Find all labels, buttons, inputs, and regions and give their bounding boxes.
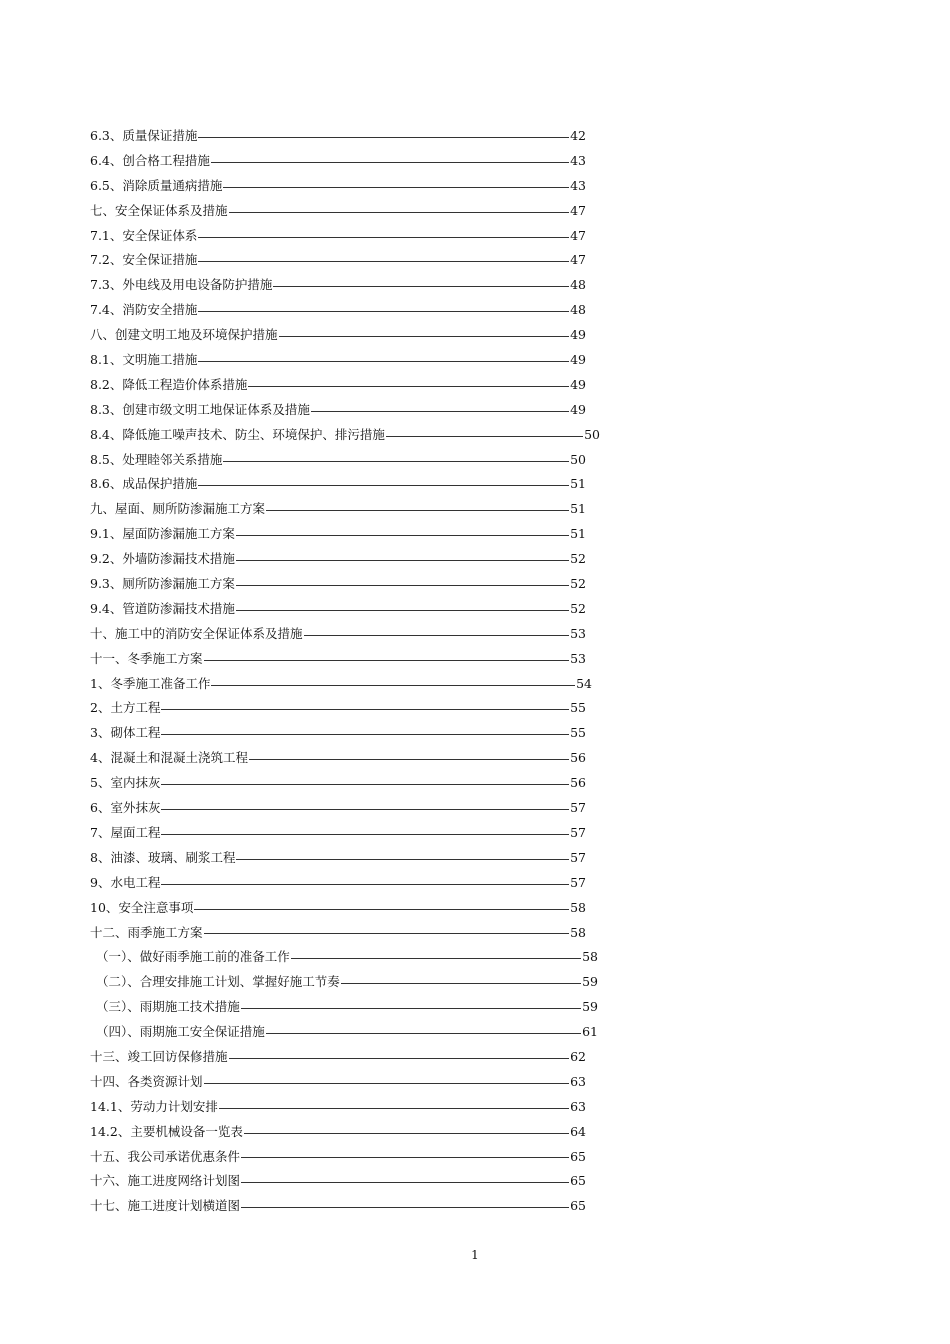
toc-entry[interactable]: [90, 1095, 586, 1120]
toc-entry-page: 55: [570, 700, 586, 716]
toc-leader: [161, 884, 569, 885]
toc-entry-title: （二）、合理安排施工计划、掌握好施工节奏: [96, 974, 340, 990]
toc-entry[interactable]: [90, 1020, 598, 1045]
toc-leader: [198, 261, 569, 262]
toc-leader: [211, 162, 569, 163]
toc-entry-title: 7、屋面工程: [90, 824, 161, 840]
toc-leader: [241, 1207, 569, 1208]
toc-leader: [311, 411, 569, 412]
toc-entry-page: 47: [570, 227, 586, 243]
toc-entry-page: 53: [570, 650, 586, 666]
toc-entry-title: 7.2、安全保证措施: [90, 252, 198, 268]
toc-entry-title: 八、创建文明工地及环境保护措施: [90, 327, 278, 343]
toc-leader: [219, 1108, 569, 1109]
toc-entry-page: 54: [576, 675, 592, 691]
toc-entry[interactable]: [90, 323, 586, 348]
toc-leader: [211, 685, 575, 686]
toc-entry-page: 51: [570, 526, 586, 542]
toc-entry-title: 9、水电工程: [90, 874, 161, 890]
toc-entry-page: 42: [570, 128, 586, 143]
toc-entry-title: 3、砌体工程: [90, 725, 161, 741]
toc-entry-page: 58: [570, 899, 586, 915]
toc-leader: [198, 361, 569, 362]
toc-entry-title: 七、安全保证体系及措施: [90, 202, 228, 218]
toc-entry-page: 61: [582, 1024, 598, 1040]
toc-entry-title: 十七、施工进度计划横道图: [90, 1198, 241, 1214]
toc-leader: [304, 635, 570, 636]
toc-entry-page: 43: [570, 152, 586, 168]
toc-entry-page: 52: [570, 551, 586, 567]
toc-entry-title: 8、油漆、玻璃、刷浆工程: [90, 849, 236, 865]
toc-entry-page: 56: [570, 775, 586, 791]
toc-leader: [161, 834, 569, 835]
toc-leader: [273, 286, 569, 287]
toc-leader: [204, 1083, 570, 1084]
toc-leader: [279, 336, 570, 337]
toc-entry-title: （三）、雨期施工技术措施: [96, 999, 240, 1015]
toc-entry-title: 1、冬季施工准备工作: [90, 675, 211, 691]
toc-entry[interactable]: [90, 572, 586, 597]
toc-entry-title: 8.6、成品保护措施: [90, 476, 198, 492]
toc-entry[interactable]: [90, 373, 586, 398]
toc-entry[interactable]: [90, 124, 586, 149]
toc-entry-title: 6.5、消除质量通病措施: [90, 177, 223, 193]
toc-entry[interactable]: [90, 821, 586, 846]
toc-entry-page: 57: [570, 800, 586, 816]
toc-leader: [204, 660, 570, 661]
toc-entry[interactable]: [90, 721, 586, 746]
toc-entry-title: 十三、竣工回访保修措施: [90, 1048, 228, 1064]
toc-entry[interactable]: [90, 871, 586, 896]
toc-entry-title: 9.2、外墙防渗漏技术措施: [90, 551, 235, 567]
toc-entry-page: 51: [570, 476, 586, 492]
toc-entry-title: 6、室外抹灰: [90, 800, 161, 816]
toc-entry-page: 65: [570, 1148, 586, 1164]
toc-entry-page: 47: [570, 202, 586, 218]
toc-entry[interactable]: [90, 921, 586, 946]
toc-leader: [194, 909, 569, 910]
toc-leader: [236, 585, 569, 586]
toc-entry-title: 十四、各类资源计划: [90, 1073, 203, 1089]
toc-entry[interactable]: [90, 846, 586, 871]
toc-entry-page: 59: [582, 974, 598, 990]
toc-entry-page: 51: [570, 501, 586, 517]
toc-leader: [241, 1182, 569, 1183]
toc-entry-page: 58: [570, 924, 586, 940]
toc-entry-page: 62: [570, 1048, 586, 1064]
toc-entry[interactable]: [90, 497, 586, 522]
toc-entry[interactable]: [90, 995, 598, 1020]
toc-entry-page: 57: [570, 824, 586, 840]
toc-entry-title: 十五、我公司承诺优惠条件: [90, 1148, 241, 1164]
toc-entry-page: 52: [570, 600, 586, 616]
toc-entry-page: 47: [570, 252, 586, 268]
toc-entry[interactable]: [90, 348, 586, 373]
toc-entry-title: 九、屋面、厕所防渗漏施工方案: [90, 501, 266, 517]
toc-entry-title: （四）、雨期施工安全保证措施: [96, 1024, 265, 1040]
toc-leader: [223, 187, 569, 188]
toc-entry-title: 9.1、屋面防渗漏施工方案: [90, 526, 235, 542]
toc-leader: [241, 1008, 581, 1009]
toc-entry-page: 52: [570, 576, 586, 592]
toc-entry-page: 59: [582, 999, 598, 1015]
toc-leader: [198, 311, 569, 312]
toc-entry[interactable]: [90, 149, 586, 174]
toc-leader: [161, 809, 569, 810]
toc-entry-title: 十一、冬季施工方案: [90, 650, 203, 666]
toc-leader: [249, 759, 569, 760]
toc-entry-page: 49: [570, 352, 586, 368]
toc-entry-title: 7.3、外电线及用电设备防护措施: [90, 277, 273, 293]
toc-entry[interactable]: [90, 622, 586, 647]
toc-entry[interactable]: [90, 970, 598, 995]
toc-entry[interactable]: [90, 199, 586, 224]
toc-entry-page: 58: [582, 949, 598, 965]
toc-leader: [244, 1133, 569, 1134]
toc-entry-title: 6.3、质量保证措施: [90, 128, 198, 143]
toc-leader: [341, 983, 581, 984]
toc-entry[interactable]: [90, 896, 586, 921]
toc-entry[interactable]: [90, 796, 586, 821]
toc-entry-title: 9.3、厕所防渗漏施工方案: [90, 576, 235, 592]
toc-entry-page: 49: [570, 401, 586, 417]
toc-entry-page: 63: [570, 1098, 586, 1114]
toc-entry[interactable]: [90, 1070, 586, 1095]
toc-entry-title: （一）、做好雨季施工前的准备工作: [96, 949, 290, 965]
toc-leader: [161, 784, 569, 785]
toc-entry-page: 65: [570, 1173, 586, 1189]
toc-entry[interactable]: [90, 423, 600, 448]
toc-leader: [198, 485, 569, 486]
toc-leader: [161, 734, 569, 735]
toc-leader: [241, 1157, 569, 1158]
toc-entry-page: 50: [570, 451, 586, 467]
toc-entry[interactable]: [90, 224, 586, 249]
toc-leader: [229, 1058, 570, 1059]
toc-entry[interactable]: [90, 398, 586, 423]
toc-entry-title: 14.2、主要机械设备一览表: [90, 1123, 243, 1139]
toc-entry-page: 56: [570, 750, 586, 766]
toc-entry[interactable]: [90, 522, 586, 547]
toc-leader: [223, 461, 569, 462]
toc-leader: [386, 436, 583, 437]
toc-entry[interactable]: [90, 472, 586, 497]
toc-leader: [248, 386, 569, 387]
toc-entry-page: 49: [570, 327, 586, 343]
toc-entry-title: 2、土方工程: [90, 700, 161, 716]
toc-entry-title: 10、安全注意事项: [90, 899, 194, 915]
toc-entry-title: 4、混凝土和混凝土浇筑工程: [90, 750, 248, 766]
toc-entry-title: 十六、施工进度网络计划图: [90, 1173, 241, 1189]
toc-entry-page: 65: [570, 1198, 586, 1214]
toc-leader: [266, 510, 569, 511]
page-number: 1: [471, 1248, 479, 1262]
toc-entry-title: 7.4、消防安全措施: [90, 302, 198, 318]
toc-entry-title: 6.4、创合格工程措施: [90, 152, 210, 168]
toc-leader: [198, 237, 569, 238]
toc-entry[interactable]: [90, 448, 586, 473]
toc-entry-title: 十、施工中的消防安全保证体系及措施: [90, 625, 303, 641]
toc-entry-page: 57: [570, 874, 586, 890]
toc-entry[interactable]: [90, 672, 592, 697]
toc-entry-title: 8.5、处理睦邻关系措施: [90, 451, 223, 467]
toc-entry[interactable]: [90, 647, 586, 672]
toc-leader: [236, 535, 569, 536]
toc-entry-title: 14.1、劳动力计划安排: [90, 1098, 218, 1114]
toc-entry[interactable]: [90, 1045, 586, 1070]
toc-entry[interactable]: [90, 945, 598, 970]
toc-leader: [161, 709, 569, 710]
toc-entry[interactable]: [90, 597, 586, 622]
toc-entry-title: 十二、雨季施工方案: [90, 924, 203, 940]
toc-entry[interactable]: [90, 771, 586, 796]
toc-entry[interactable]: [90, 547, 586, 572]
toc-entry-page: 63: [570, 1073, 586, 1089]
toc-entry-page: 43: [570, 177, 586, 193]
toc-entry-page: 64: [570, 1123, 586, 1139]
toc-entry[interactable]: [90, 1145, 586, 1170]
toc-entry[interactable]: [90, 298, 586, 323]
toc-entry-page: 57: [570, 849, 586, 865]
toc-leader: [236, 560, 569, 561]
toc-entry-title: 8.1、文明施工措施: [90, 352, 198, 368]
toc-entry[interactable]: [90, 1120, 586, 1145]
table-of-contents: [90, 124, 610, 1219]
toc-leader: [236, 610, 569, 611]
toc-entry-page: 53: [570, 625, 586, 641]
toc-entry[interactable]: [90, 248, 586, 273]
toc-leader: [236, 859, 569, 860]
toc-entry-title: 7.1、安全保证体系: [90, 227, 198, 243]
toc-entry-title: 8.2、降低工程造价体系措施: [90, 376, 248, 392]
toc-leader: [204, 933, 570, 934]
toc-entry[interactable]: [90, 696, 586, 721]
toc-entry-page: 50: [584, 426, 600, 442]
toc-entry[interactable]: [90, 1169, 586, 1194]
toc-entry[interactable]: [90, 273, 586, 298]
toc-leader: [229, 212, 570, 213]
toc-leader: [266, 1033, 581, 1034]
toc-entry[interactable]: [90, 174, 586, 199]
toc-entry[interactable]: [90, 1194, 586, 1219]
toc-entry-title: 9.4、管道防渗漏技术措施: [90, 600, 235, 616]
toc-entry-title: 8.4、降低施工噪声技术、防尘、环境保护、排污措施: [90, 426, 385, 442]
toc-entry-page: 49: [570, 376, 586, 392]
toc-entry-title: 8.3、创建市级文明工地保证体系及措施: [90, 401, 310, 417]
toc-entry[interactable]: [90, 746, 586, 771]
toc-entry-page: 48: [570, 277, 586, 293]
toc-leader: [198, 137, 569, 138]
toc-leader: [291, 958, 581, 959]
toc-entry-page: 48: [570, 302, 586, 318]
toc-entry-title: 5、室内抹灰: [90, 775, 161, 791]
toc-entry-page: 55: [570, 725, 586, 741]
